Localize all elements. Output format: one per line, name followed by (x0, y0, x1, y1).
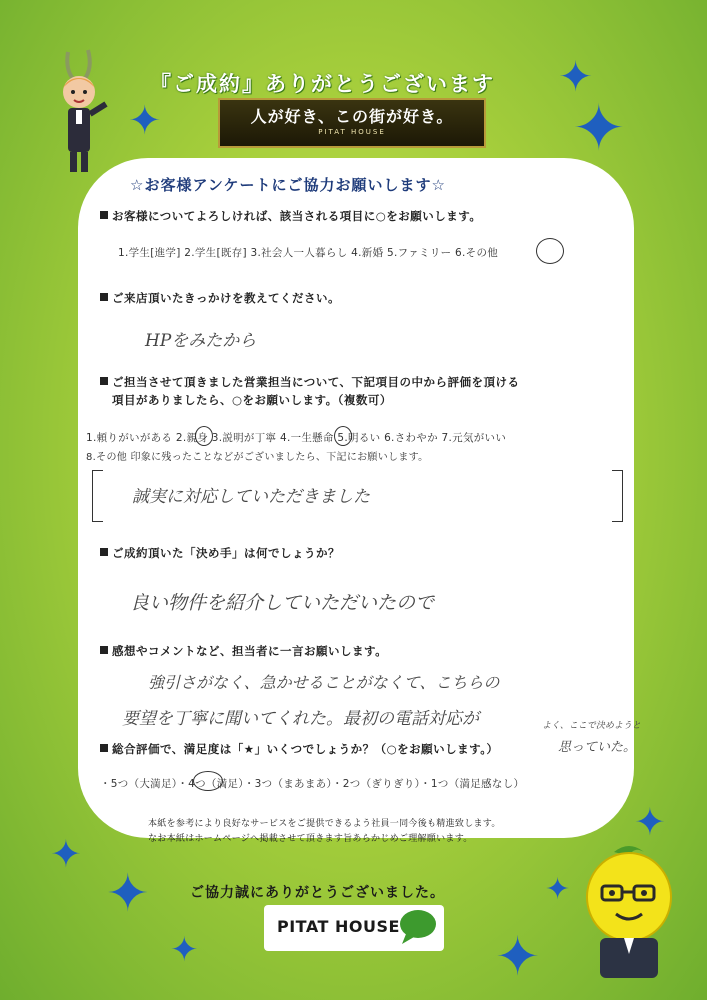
notice-line: 本紙を参考により良好なサービスをご提供できるよう社員一同今後も精進致します。 (148, 819, 501, 829)
handwritten-answer: HPをみたから (145, 331, 257, 351)
star-icon: ✦ (106, 864, 150, 924)
question-label-cont: 項目がありましたら、○をお願いします。（複数可） (112, 393, 392, 407)
star-icon: ✦ (558, 52, 594, 101)
slogan-banner (218, 98, 486, 148)
customer-type-options: 1.学生[進学] 2.学生[既存] 3.社会人一人暮らし 4.新婚 5.ファミリー 6.その他 (118, 247, 499, 259)
bracket-left (92, 470, 103, 522)
footer-thanks: ご協力誠にありがとうございました。 (190, 885, 445, 901)
handwritten-comment-note: 思っていた。 (558, 740, 637, 755)
question-satisfaction (100, 741, 498, 757)
handwritten-comment-line: 要望を丁寧に聞いてくれた。最初の電話対応が (122, 709, 479, 729)
question-comments (100, 643, 387, 659)
staff-evaluation-options: 1.頼りがいがある 2.親身 3.説明が丁寧 4.一生懸命 5.明るい 6.さわやか 7.元気がいい (86, 432, 507, 444)
speech-bubble-logo-icon (398, 908, 438, 946)
handwritten-comment-line: 強引さがなく、急かせることがなくて、こちらの (148, 673, 500, 692)
question-label: 感想やコメントなど、担当者に一言お願いします。 (112, 644, 388, 658)
notice-line: なお本紙はホームページへ掲載させて頂きます旨あらかじめご理解願います。 (148, 834, 473, 844)
question-label: ご来店頂いたきっかけを教えてください。 (112, 291, 340, 305)
handwritten-answer: 良い物件を紹介していただいたので (130, 592, 435, 614)
star-icon: ✦ (545, 872, 571, 907)
star-icon: ✦ (128, 98, 162, 144)
survey-heading: ☆お客様アンケートにご協力お願いします☆ (130, 176, 446, 194)
star-icon: ✦ (495, 925, 541, 988)
rabbit-mascot-icon (48, 48, 118, 176)
slogan-brand: PITAT HOUSE (318, 128, 386, 136)
question-decision-factor (100, 545, 340, 561)
handwritten-comment-note: よく、ここで決めようと (542, 721, 641, 731)
question-label: ご成約頂いた「決め手」は何でしょうか？ (112, 546, 340, 560)
answer-circle (193, 771, 223, 791)
satisfaction-options: ・5つ（大満足）・4つ（満足）・3つ（まあまあ）・2つ（ぎりぎり）・1つ（満足感なし） (100, 778, 525, 790)
star-icon: ✦ (170, 930, 199, 970)
question-staff-evaluation (100, 374, 520, 390)
logo-text: PITAT HOUSE (277, 917, 400, 936)
bracket-right (612, 470, 623, 522)
question-customer-type (100, 208, 481, 224)
question-visit-reason (100, 290, 340, 306)
handwritten-answer: 誠実に対応していただきました (132, 487, 370, 507)
answer-circle (334, 426, 352, 446)
slogan-text: 人が好き、この街が好き。 (250, 107, 454, 126)
answer-circle (195, 426, 213, 446)
page-title: 『ご成約』ありがとうございます (150, 72, 495, 96)
question-label: お客様についてよろしければ、該当される項目に○をお願いします。 (112, 209, 482, 223)
star-icon: ✦ (634, 800, 666, 844)
question-label: 総合評価で、満足度は「★」いくつでしょうか？（○をお願いします。） (112, 742, 499, 756)
question-label: ご担当させて頂きました営業担当について、下記項目の中から評価を頂ける (112, 375, 520, 389)
star-icon: ✦ (50, 832, 82, 876)
yellow-mascot-icon (574, 842, 684, 982)
answer-circle (536, 238, 564, 264)
star-icon: ✦ (572, 92, 626, 166)
staff-evaluation-other: 8.その他 印象に残ったことなどがございましたら、下記にお願いします。 (86, 452, 429, 463)
